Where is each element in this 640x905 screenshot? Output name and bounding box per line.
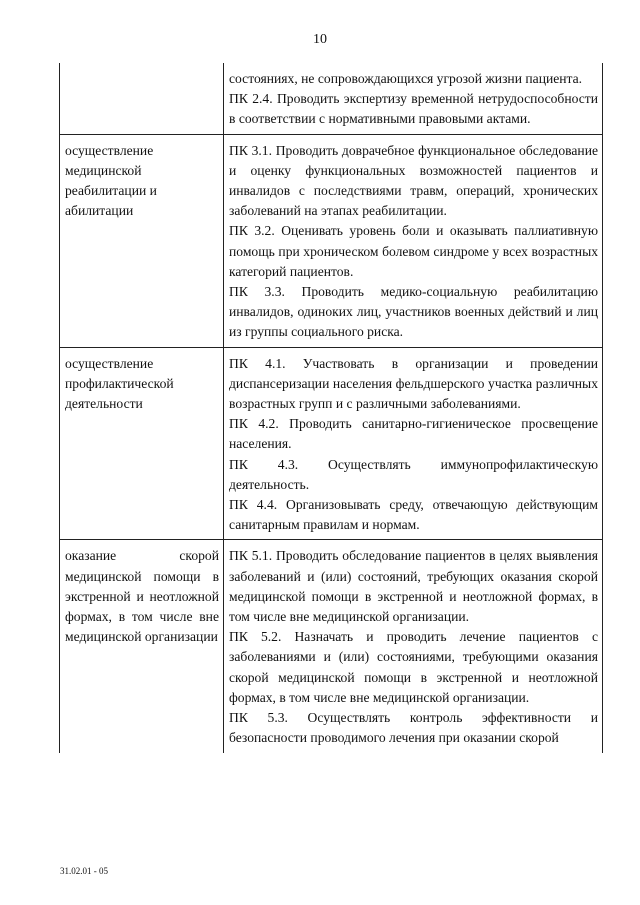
competency-cell: [224, 540, 603, 753]
competency-item: ПК 3.2. Оценивать уровень боли и оказывать паллиативную помощь при хроническом болевом синдроме у всех возрастных категорий пациентов.: [229, 223, 598, 279]
activity-area-cell: [60, 347, 224, 540]
table-row: [60, 134, 603, 347]
page-number: 10: [313, 32, 327, 47]
table-row: [60, 540, 603, 753]
competency-item: ПК 3.3. Проводить медико-социальную реабилитацию инвалидов, одиноких лиц, участников военных действий и лиц из группы социального риска.: [229, 284, 598, 340]
competency-item: ПК 4.3. Осуществлять иммунопрофилактическую деятельность.: [229, 456, 598, 492]
activity-area-cell: [60, 63, 224, 134]
table-row: [60, 63, 603, 134]
activity-area-text: осуществление профилактической деятельности: [65, 355, 174, 412]
competency-item: ПК 5.1. Проводить обследование пациентов в целях выявления заболеваний и (или) состояний, требующих оказания скорой медицинской помощи в экстренной и неотложной формах, в том числе вне медицинской организации.: [229, 548, 598, 625]
table-row: [60, 347, 603, 540]
activity-area-cell: [60, 134, 224, 347]
competency-cell: [224, 347, 603, 540]
competency-item: ПК 5.2. Назначать и проводить лечение пациентов с заболеваниями и (или) состояниями, требующими оказания скорой медицинской помощи в экстренной и неотложной формах, в том числе вне медицинской организации.: [229, 629, 598, 705]
competency-item: ПК 2.4. Проводить экспертизу временной нетрудоспособности в соответствии с нормативными правовыми актами.: [229, 91, 598, 127]
activity-area-text: осуществление медицинской реабилитации и абилитации: [65, 142, 157, 219]
competency-item: ПК 4.1. Участвовать в организации и проведении диспансеризации населения фельдшерского участка различных возрастных групп и с различными заболеваниями.: [229, 355, 598, 412]
competency-item: ПК 3.1. Проводить доврачебное функциональное обследование и оценку функциональных возможностей пациентов и инвалидов с последствиями травм, операций, хронических заболеваний на этапах реабилитации.: [229, 142, 598, 219]
activity-area-text: оказание скорой медицинской помощи в экстренной и неотложной формах, в том числе вне медицинской организации: [65, 548, 219, 645]
competency-item: ПК 4.4. Организовывать среду, отвечающую действующим санитарным правилам и нормам.: [229, 497, 598, 533]
competency-item: ПК 4.2. Проводить санитарно-гигиеническое просвещение населения.: [229, 416, 598, 452]
competency-cell: [224, 134, 603, 347]
competency-table: [59, 63, 603, 753]
competency-cell: [224, 63, 603, 134]
footer-code: 31.02.01 - 05: [60, 866, 108, 876]
activity-area-cell: [60, 540, 224, 753]
competency-item: ПК 5.3. Осуществлять контроль эффективности и безопасности проводимого лечения при оказании скорой: [229, 710, 598, 746]
competency-item: состояниях, не сопровождающихся угрозой жизни пациента.: [229, 71, 583, 86]
